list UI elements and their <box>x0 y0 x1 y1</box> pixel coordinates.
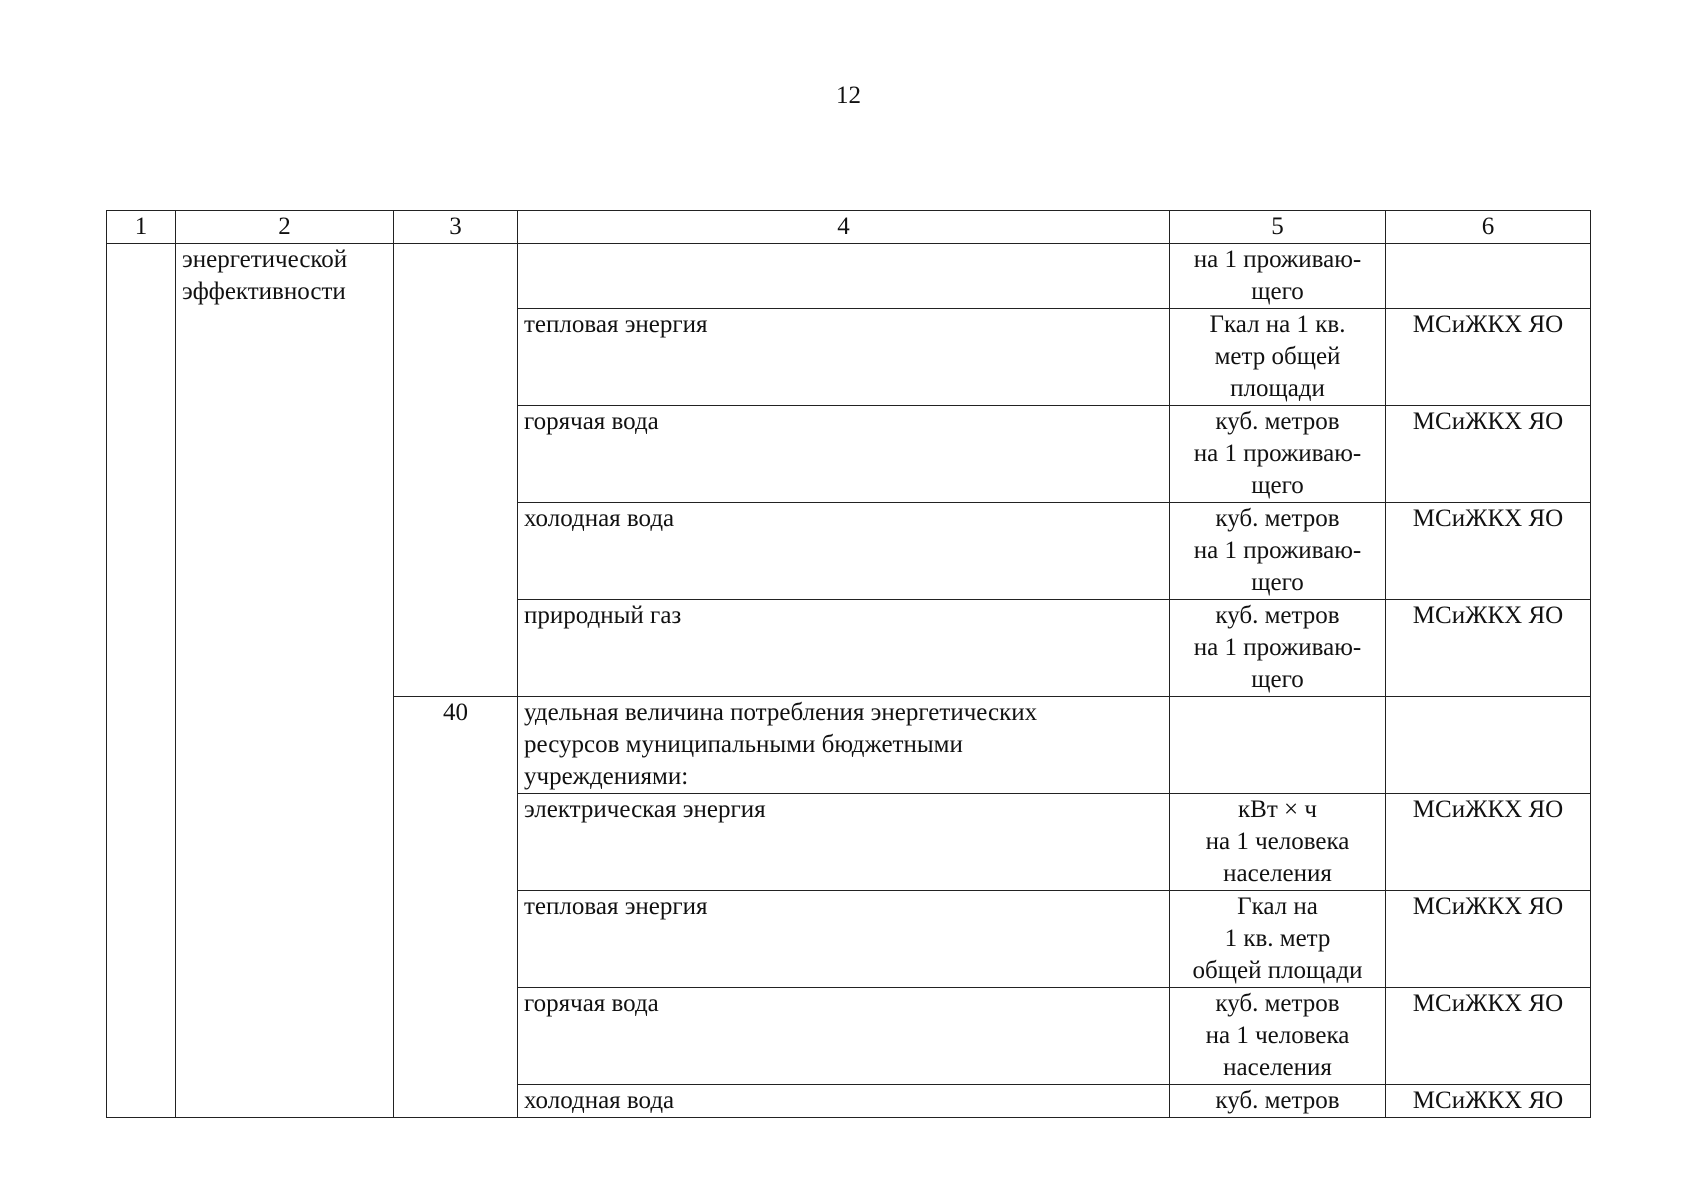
unit-line: населения <box>1223 860 1332 887</box>
unit-cell <box>1170 600 1386 697</box>
responsible-cell: МСиЖКХ ЯО <box>1386 988 1591 1085</box>
unit-line: Гкал на <box>1237 893 1318 920</box>
unit-line: метр общей <box>1214 343 1341 370</box>
page-number: 12 <box>836 82 861 109</box>
unit-line: куб. метров <box>1215 1087 1340 1114</box>
header-col-2: 2 <box>176 211 394 244</box>
header-col-3: 3 <box>394 211 518 244</box>
header-col-1: 1 <box>107 211 176 244</box>
unit-cell <box>1170 244 1386 309</box>
unit-line: куб. метров <box>1215 990 1340 1017</box>
col1-cell <box>107 244 176 1118</box>
unit-line: 1 кв. метр <box>1224 925 1331 952</box>
col2-cell <box>176 244 394 1118</box>
responsible-cell: МСиЖКХ ЯО <box>1386 309 1591 406</box>
unit-line: щего <box>1251 472 1304 499</box>
unit-line: на 1 проживаю- <box>1193 440 1362 467</box>
item-number-cell: 40 <box>394 697 518 1118</box>
responsible-cell <box>1386 244 1591 309</box>
indicator-name: горячая вода <box>518 988 1170 1085</box>
unit-cell <box>1170 794 1386 891</box>
unit-line: куб. метров <box>1215 408 1340 435</box>
unit-line: на 1 человека <box>1205 828 1350 855</box>
indicator-name <box>518 244 1170 309</box>
indicator-name: природный газ <box>518 600 1170 697</box>
unit-line: куб. метров <box>1215 602 1340 629</box>
responsible-cell <box>1386 697 1591 794</box>
unit-line: щего <box>1251 278 1304 305</box>
responsible-cell: МСиЖКХ ЯО <box>1386 503 1591 600</box>
unit-line: населения <box>1223 1054 1332 1081</box>
unit-cell <box>1170 1085 1386 1118</box>
unit-line: щего <box>1251 569 1304 596</box>
unit-line: куб. метров <box>1215 505 1340 532</box>
indicators-table <box>106 210 1591 1118</box>
unit-line: на 1 проживаю- <box>1193 537 1362 564</box>
header-col-6: 6 <box>1386 211 1591 244</box>
header-row <box>107 211 1591 244</box>
col2-line: эффективности <box>182 278 346 305</box>
unit-cell <box>1170 988 1386 1085</box>
unit-cell <box>1170 891 1386 988</box>
unit-cell <box>1170 697 1386 794</box>
unit-line: площади <box>1230 375 1325 402</box>
col2-line: энергетической <box>182 246 348 273</box>
unit-line: щего <box>1251 666 1304 693</box>
indicator-line: учреждениями: <box>524 763 689 790</box>
col3-cell <box>394 244 518 697</box>
indicator-name <box>518 697 1170 794</box>
responsible-cell: МСиЖКХ ЯО <box>1386 1085 1591 1118</box>
unit-line: кВт × ч <box>1238 796 1317 823</box>
responsible-cell: МСиЖКХ ЯО <box>1386 406 1591 503</box>
indicator-name: электрическая энергия <box>518 794 1170 891</box>
indicator-name: тепловая энергия <box>518 891 1170 988</box>
unit-line: Гкал на 1 кв. <box>1209 311 1346 338</box>
header-col-5: 5 <box>1170 211 1386 244</box>
responsible-cell: МСиЖКХ ЯО <box>1386 891 1591 988</box>
table-row <box>107 244 1591 309</box>
responsible-cell: МСиЖКХ ЯО <box>1386 600 1591 697</box>
indicator-name: горячая вода <box>518 406 1170 503</box>
indicator-name: холодная вода <box>518 503 1170 600</box>
unit-cell <box>1170 503 1386 600</box>
indicator-name: холодная вода <box>518 1085 1170 1118</box>
responsible-cell: МСиЖКХ ЯО <box>1386 794 1591 891</box>
indicator-line: удельная величина потребления энергетических <box>524 699 1038 726</box>
unit-line: на 1 проживаю- <box>1193 634 1362 661</box>
unit-cell <box>1170 406 1386 503</box>
unit-line: на 1 человека <box>1205 1022 1350 1049</box>
unit-cell <box>1170 309 1386 406</box>
unit-line: общей площади <box>1192 957 1363 984</box>
indicator-name: тепловая энергия <box>518 309 1170 406</box>
indicator-line: ресурсов муниципальными бюджетными <box>524 731 963 758</box>
header-col-4: 4 <box>518 211 1170 244</box>
unit-line: на 1 проживаю- <box>1193 246 1362 273</box>
